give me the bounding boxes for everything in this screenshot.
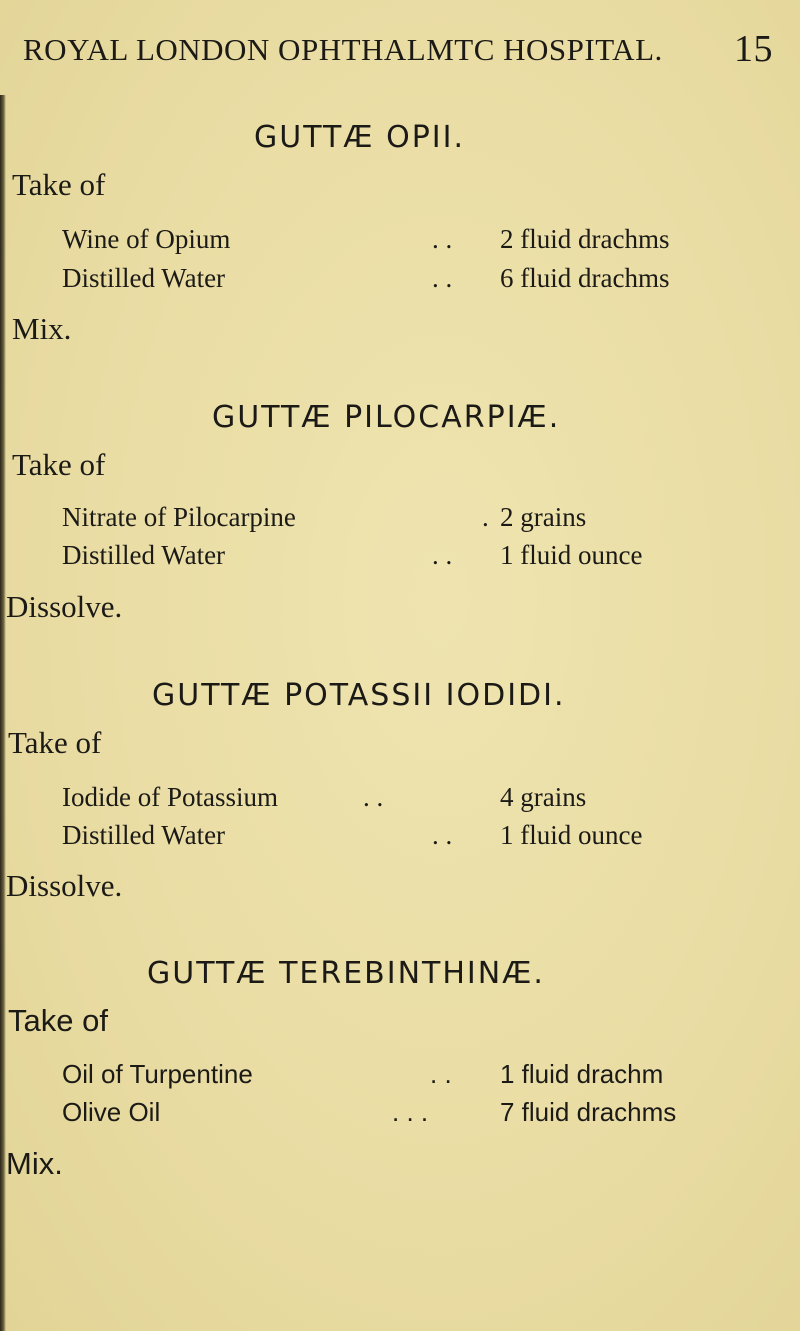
recipe-instruction: Dissolve. xyxy=(6,868,123,903)
ingredient-row xyxy=(0,1059,800,1099)
recipe-heading: GUTTÆ OPII. xyxy=(254,120,466,155)
ingredient-row xyxy=(0,782,800,822)
ingredient-quantity: 4 grains xyxy=(500,782,587,812)
recipe-instruction: Mix. xyxy=(6,1146,63,1181)
ingredient-name: Nitrate of Pilocarpine xyxy=(62,502,296,532)
leader-dots: . . . xyxy=(392,1097,429,1127)
running-head-title: ROYAL LONDON OPHTHALMTC HOSPITAL. xyxy=(23,32,663,67)
ingredient-name: Iodide of Potassium xyxy=(62,782,278,812)
ingredient-name: Wine of Opium xyxy=(62,224,231,254)
recipe-intro: Take of xyxy=(12,167,106,202)
leader-dots: . . xyxy=(363,782,384,812)
ingredient-row xyxy=(0,820,800,860)
leader-dots: . xyxy=(482,502,489,532)
ingredient-quantity: 1 fluid ounce xyxy=(500,820,643,850)
ingredient-quantity: 1 fluid ounce xyxy=(500,540,643,570)
recipe-instruction: Dissolve. xyxy=(6,589,123,624)
leader-dots: . . xyxy=(430,1059,452,1089)
ingredient-row xyxy=(0,1097,800,1137)
ingredient-quantity: 2 fluid drachms xyxy=(500,224,670,254)
leader-dots: . . xyxy=(432,224,453,254)
leader-dots: . . xyxy=(432,263,453,293)
ingredient-name: Oil of Turpentine xyxy=(62,1059,253,1089)
ingredient-quantity: 1 fluid drachm xyxy=(500,1059,664,1089)
ingredient-quantity: 2 grains xyxy=(500,502,587,532)
recipe-heading: GUTTÆ TEREBINTHINÆ. xyxy=(147,956,545,991)
ingredient-row xyxy=(0,263,800,303)
ingredient-name: Distilled Water xyxy=(62,820,226,850)
recipe-intro: Take of xyxy=(8,725,102,760)
page-number: 15 xyxy=(734,28,773,70)
leader-dots: . . xyxy=(432,540,453,570)
recipe-intro: Take of xyxy=(12,447,106,482)
recipe-heading: GUTTÆ PILOCARPIÆ. xyxy=(212,400,561,435)
recipe-instruction: Mix. xyxy=(12,311,72,346)
ingredient-quantity: 7 fluid drachms xyxy=(500,1097,677,1127)
ingredient-quantity: 6 fluid drachms xyxy=(500,263,670,293)
leader-dots: . . xyxy=(432,820,453,850)
ingredient-name: Distilled Water xyxy=(62,540,226,570)
ingredient-name: Distilled Water xyxy=(62,263,226,293)
ingredient-row xyxy=(0,224,800,264)
ingredient-row xyxy=(0,540,800,580)
recipe-intro: Take of xyxy=(8,1003,108,1038)
recipe-heading: GUTTÆ POTASSII IODIDI. xyxy=(152,678,566,713)
ingredient-name: Olive Oil xyxy=(62,1097,161,1127)
running-head xyxy=(23,28,783,78)
ingredient-row xyxy=(0,502,800,542)
